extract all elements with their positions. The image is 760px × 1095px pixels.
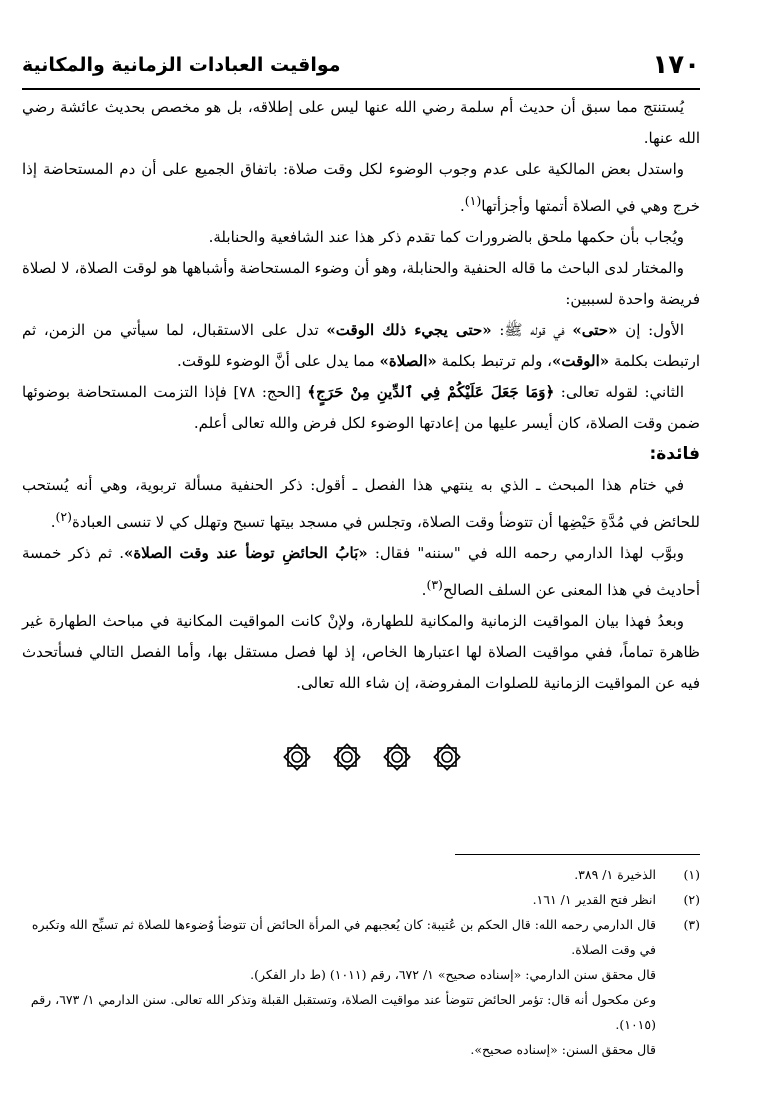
footnote-line: وعن مكحول أنه قال: تؤمر الحائض تتوضأ عند مواقيت الصلاة، وتستقبل القبلة وتذكر الله تعالى. سنن الدارمي ١/ ٦٧٣، رقم (١٠١٥). (30, 992, 656, 1032)
paragraph: الثاني: لقوله تعالى: ﴿وَمَا جَعَلَ عَلَيْكُمْ فِي ٱلدِّينِ مِنْ حَرَجٍ﴾ [الحج: ٧٨] فإذا التزمت المستحاضة بوضوئها ضمن وقت الصلاة، كان أيسر عليها من إعادتها الوضوء لكل فرض والله تعالى أعلم. (22, 383, 700, 432)
paragraph: وبعدُ فهذا بيان المواقيت الزمانية والمكانية للطهارة، ولإنْ كانت المواقيت المكانية في مباحث الطهارة غير ظاهرة تماماً، ففي مواقيت الصلاة لها اعتبارها الخاص، إذ لها فصل مستقل بها، وأما الفصل التالي فسأتحدث فيه عن المواقيت الزمانية للصلوات المفروضة، إن شاء الله تعالى. (22, 612, 700, 692)
ornament-divider (282, 742, 462, 778)
running-title: مواقيت العبادات الزمانية والمكانية (22, 54, 341, 76)
octagram-ornament-icon (432, 742, 462, 772)
paragraph: ويُجاب بأن حكمها ملحق بالضرورات كما تقدم ذكر هذا عند الشافعية والحنابلة. (208, 228, 684, 246)
paragraph: وبوَّب لهذا الدارمي رحمه الله في "سننه" فقال: «بَابُ الحائضِ توضأ عند وقت الصلاة». ثم ذكر خمسة أحاديث في هذا المعنى عن السلف الصالح$^{(٣)}$. (22, 544, 700, 599)
footnote-number: (١) (683, 867, 700, 882)
octagram-ornament-icon (332, 742, 362, 772)
footnote: (٣) قال الدارمي رحمه الله: قال الحكم بن عُتيبة: كان يُعجبهم في المرأة الحائض أن تتوضأ وُضوءها للصلاة ثم تسبِّح الله وتكبره في وقت الصلاة. (22, 912, 700, 962)
hadith-quote: «حتى يجيء ذلك الوقت» (326, 321, 492, 339)
paragraph: يُستنتج مما سبق أن حديث أم سلمة رضي الله عنها ليس على إطلاقه، بل هو مخصص بحديث عائشة رضي الله عنها. (22, 98, 700, 147)
main-text (22, 92, 700, 699)
paragraph: والمختار لدى الباحث ما قاله الحنفية والحنابلة، وهو أن وضوء المستحاضة وأشباهها هو لوقت الصلاة، لا لصلاة فريضة واحدة لسببين: (22, 259, 700, 308)
paragraph: واستدل بعض المالكية على عدم وجوب الوضوء لكل وقت صلاة: باتفاق الجميع على أن دم المستحاضة إذا خرج وهي في الصلاة أتمتها وأجزأتها$^{(١)}$. (22, 160, 700, 215)
quran-verse: ﴿وَمَا جَعَلَ عَلَيْكُمْ فِي ٱلدِّينِ مِنْ حَرَجٍ﴾ (307, 383, 555, 401)
section-heading: فائدة: (649, 444, 700, 464)
footnote-number: (٣) (683, 917, 700, 932)
octagram-ornament-icon (382, 742, 412, 772)
footnote-line: قال محقق سنن الدارمي: «إسناده صحيح» ١/ ٦٧٢، رقم (١٠١١) (ط دار الفكر). (250, 967, 656, 982)
footnote-ref[interactable]: (١) (464, 193, 482, 208)
footnote-ref[interactable]: (٣) (426, 577, 443, 592)
footnote-divider (455, 854, 700, 855)
octagram-ornament-icon (282, 742, 312, 772)
footnotes (22, 862, 700, 1062)
paragraph: الأول: إن «حتى» في قوله ﷺ: «حتى يجيء ذلك الوقت» تدل على الاستقبال، لما سيأتي من الزمن، ثم ارتبطت بكلمة «الوقت»، ولم ترتبط بكلمة «الصلاة» مما يدل على أنَّ الوضوء للوقت. (22, 321, 700, 370)
page-number: ١٧٠ (652, 50, 700, 80)
page-header (22, 48, 700, 84)
header-divider (22, 88, 700, 90)
chapter-title-quote: «بَابُ الحائضِ توضأ عند وقت الصلاة» (123, 544, 368, 562)
footnote: (٢) انظر فتح القدير ١/ ١٦١. (22, 887, 700, 912)
paragraph: في ختام هذا المبحث ـ الذي به ينتهي هذا الفصل ـ أقول: ذكر الحنفية مسألة تربوية، وهي أنه يُستحب للحائض في مُدَّةِ حَيْضِها أن تتوضأ وقت الصلاة، وتجلس في مسجد بيتها تسبح وتهلل كي لا تنسى العبادة$^{(٢)}$. (22, 476, 700, 531)
footnote: (١) الذخيرة ١/ ٣٨٩. (22, 862, 700, 887)
footnote-ref[interactable]: (٢) (55, 509, 73, 524)
footnote-number: (٢) (683, 892, 700, 907)
footnote-line: قال محقق السنن: «إسناده صحيح». (470, 1042, 656, 1057)
